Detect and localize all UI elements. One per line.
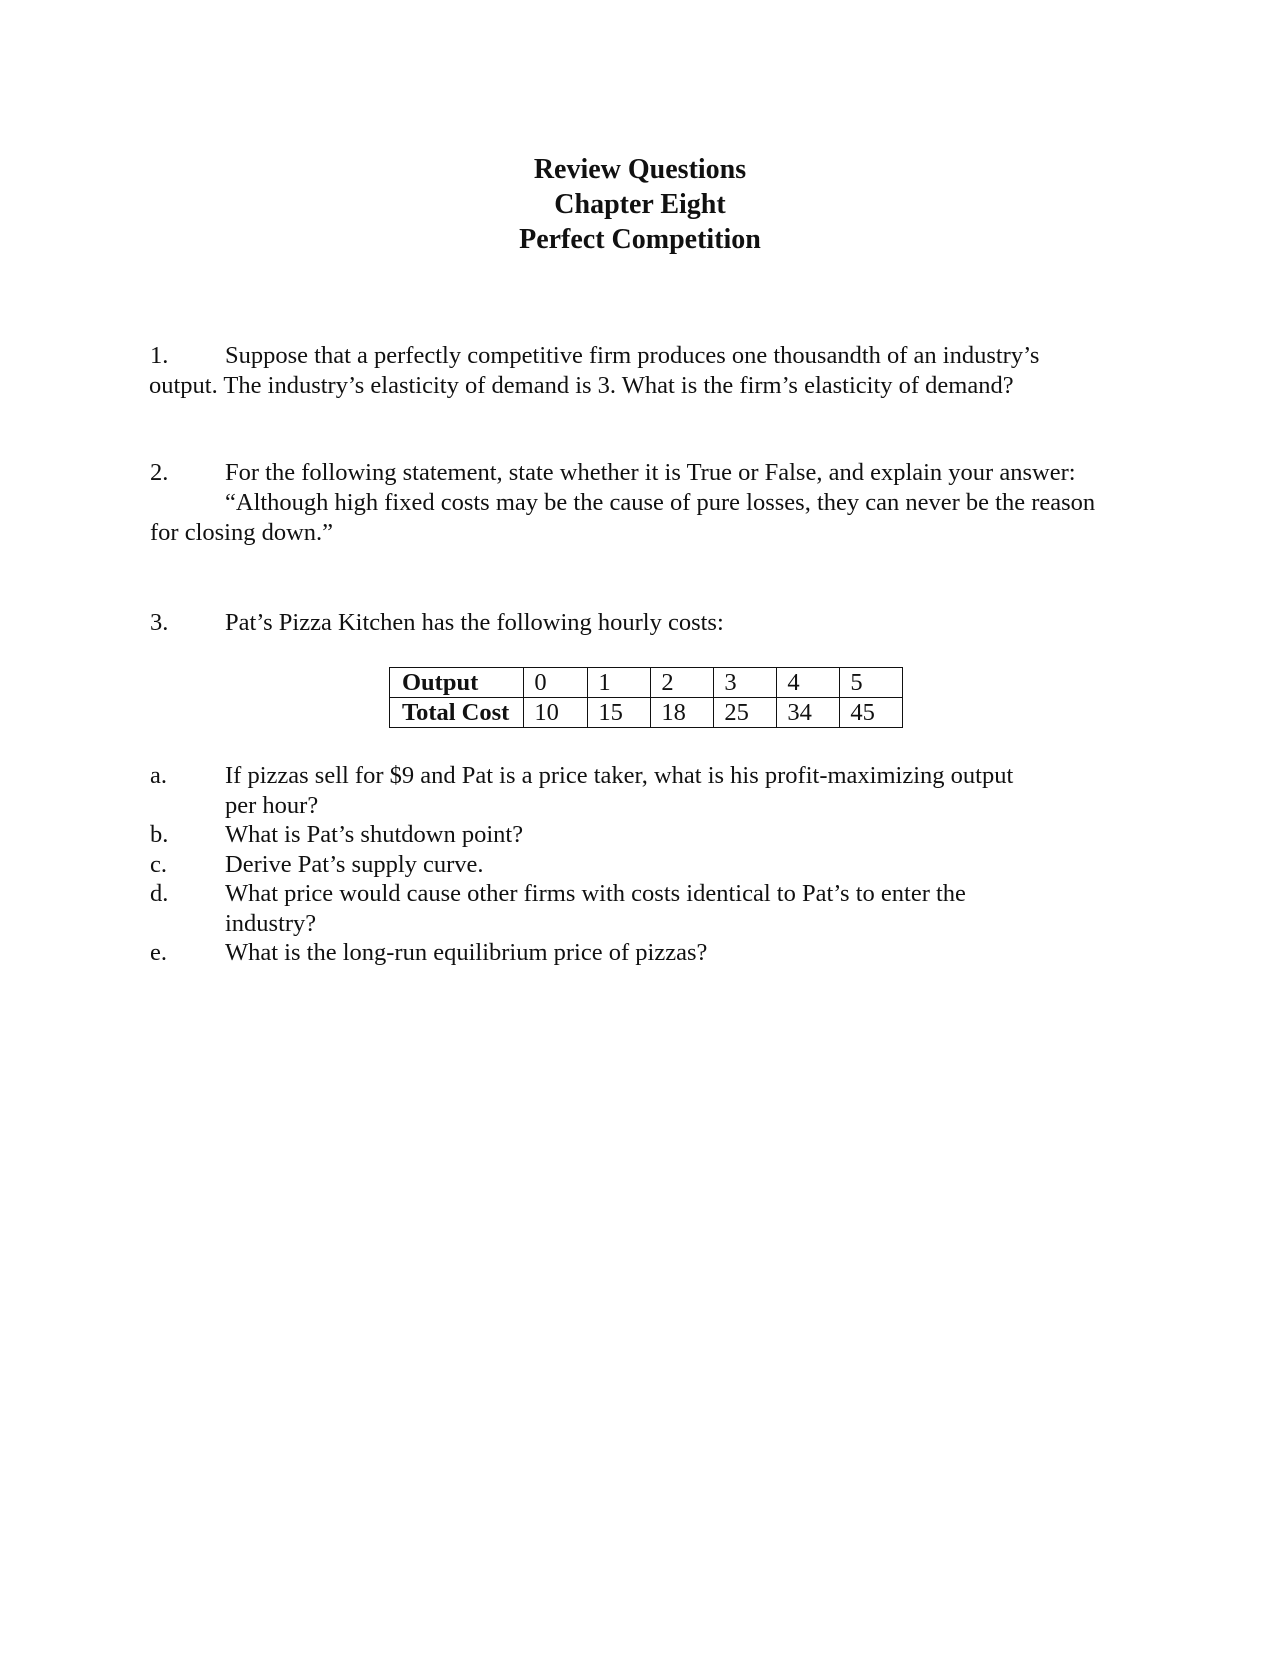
output-cell: 2	[651, 668, 714, 698]
output-cell: 5	[840, 668, 903, 698]
part-e	[150, 938, 1110, 968]
total-cost-row	[390, 698, 903, 728]
output-cell: 3	[714, 668, 777, 698]
part-b	[150, 820, 1110, 850]
total-cost-cell: 10	[524, 698, 588, 728]
output-cell: 4	[777, 668, 840, 698]
output-cell: 1	[588, 668, 651, 698]
part-text: What is the long-run equilibrium price of pizzas?	[225, 939, 708, 966]
part-text: What price would cause other firms with costs identical to Pat’s to enter the industry?	[225, 880, 966, 937]
part-letter: b.	[150, 821, 169, 848]
part-text: If pizzas sell for $9 and Pat is a price taker, what is his profit-maximizing output per hour?	[225, 762, 1014, 819]
output-cell: 0	[524, 668, 588, 698]
part-letter: e.	[150, 939, 167, 966]
part-text: Derive Pat’s supply curve.	[225, 850, 484, 878]
part-letter: c.	[150, 850, 167, 878]
title-topic: Perfect Competition	[519, 224, 761, 255]
question-1-number: 1.	[150, 342, 169, 369]
title-review-questions: Review Questions	[533, 154, 747, 185]
question-1-line-2: output. The industry’s elasticity of demand is 3. What is the firm’s elasticity of demand?	[149, 372, 1014, 399]
total-cost-header: Total Cost	[390, 698, 524, 728]
question-2-line-2: “Although high fixed costs may be the cause of pure losses, they can never be the reason	[225, 489, 1096, 516]
total-cost-cell: 15	[588, 698, 651, 728]
question-2	[150, 458, 1150, 548]
document-title	[0, 152, 1280, 257]
question-3	[150, 608, 1110, 638]
question-1-line-1: Suppose that a perfectly competitive firm produces one thousandth of an industry’s	[225, 342, 1040, 369]
question-3-intro: Pat’s Pizza Kitchen has the following hourly costs:	[225, 609, 724, 636]
question-3-parts	[150, 761, 1110, 968]
question-1	[150, 341, 1110, 401]
part-d	[150, 879, 1110, 938]
hourly-cost-table	[389, 667, 903, 728]
question-2-line-1: For the following statement, state whether it is True or False, and explain your answer:	[225, 459, 1076, 486]
question-2-line-3: for closing down.”	[150, 519, 334, 546]
part-c	[150, 850, 1110, 880]
part-letter: a.	[150, 762, 167, 789]
total-cost-cell: 25	[714, 698, 777, 728]
part-text: What is Pat’s shutdown point?	[225, 821, 524, 848]
output-header: Output	[390, 668, 524, 698]
part-letter: d.	[150, 880, 169, 907]
total-cost-cell: 34	[777, 698, 840, 728]
part-a	[150, 761, 1110, 820]
total-cost-cell: 45	[840, 698, 903, 728]
total-cost-cell: 18	[651, 698, 714, 728]
question-3-number: 3.	[150, 609, 169, 636]
output-row	[390, 668, 903, 698]
question-2-number: 2.	[150, 459, 169, 486]
title-chapter: Chapter Eight	[554, 189, 726, 220]
